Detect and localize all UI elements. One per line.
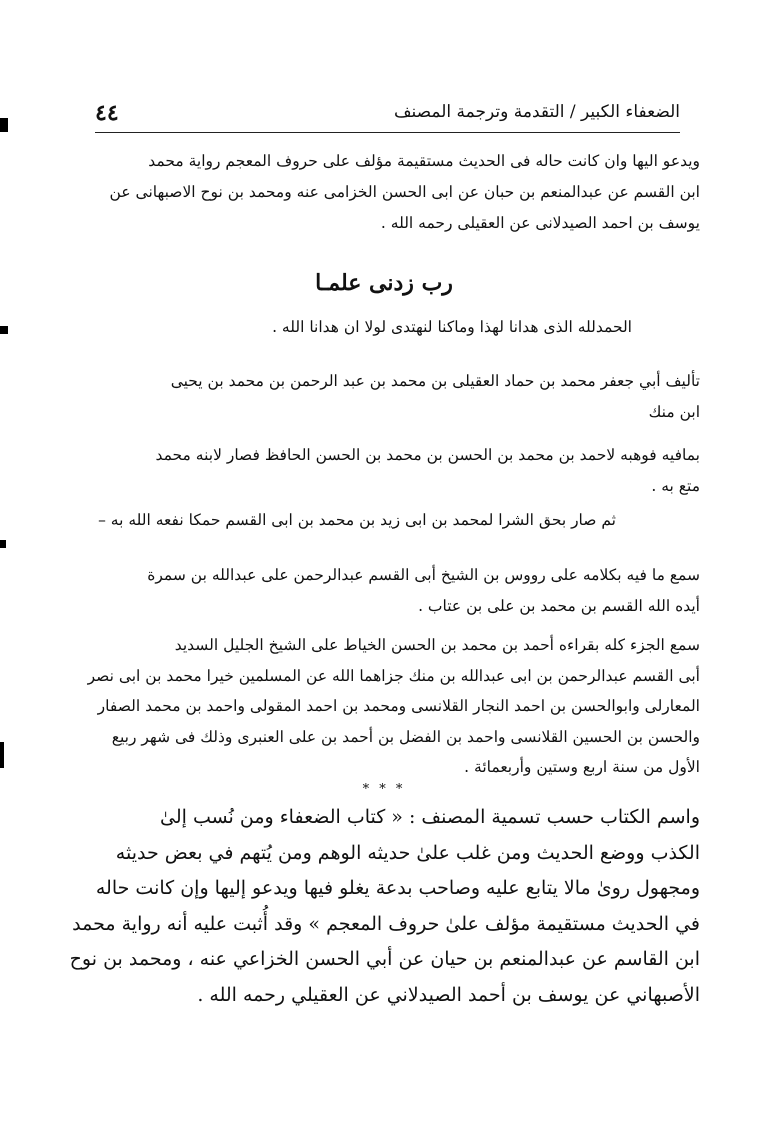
text-line: الأصبهاني عن يوسف بن أحمد الصيدلاني عن العقيلي رحمه الله . [197,983,700,1006]
running-header [95,100,680,133]
text-line: يوسف بن احمد الصيدلانى عن العقيلى رحمه الله . [380,214,700,232]
intro-paragraph [110,146,700,239]
text-line: واسم الكتاب حسب تسمية المصنف : « كتاب الضعفاء ومن نُسب إلىٰ [160,806,700,828]
text-line: متع به . [651,477,700,495]
hamd-line [272,318,632,336]
text-line: ثم صار بحق الشرا لمحمد بن ابى زيد بن محمد بن ابى القسم حمكا نفعه الله به – [98,511,616,529]
text-line: بمافيه فوهبه لاحمد بن محمد بن الحسن بن محمد بن الحسن الحافظ فصار لابنه محمد [155,446,700,464]
scan-edge-mark [0,326,8,334]
text-line: ابن القسم عن عبدالمنعم بن حبان عن ابى الحسن الخزامى عنه ومحمد بن نوح الاصبهانى عن [109,183,700,201]
text-line: الأول من سنة اربع وستين وأربعمائة . [464,758,700,776]
text-line: سمع ما فيه بكلامه على رووس بن الشيخ أبى القسم عبدالرحمن على عبدالله بن سمرة [147,566,700,584]
separator-stars: * * * [362,782,406,797]
text-line: الحمدلله الذى هدانا لهذا وماكنا لنهتدى لولا ان هدانا الله . [272,318,632,336]
text-line: سمع الجزء كله بقراءه أحمد بن محمد بن الحسن الخياط على الشيخ الجليل السديد [174,636,700,654]
scan-edge-mark [0,742,4,768]
samia-paragraph-2 [88,630,700,783]
page-number: ٤٤ [95,100,119,126]
talif-paragraph [171,366,700,428]
scan-edge-mark [0,540,6,548]
samia-paragraph-1 [147,560,700,622]
text-line: ابن منك [648,403,700,421]
text-line: في الحديث مستقيمة مؤلف علىٰ حروف المعجم » وقد أُثبت عليه أنه رواية محمد [72,912,700,935]
text-line: أيده الله القسم بن محمد بن على بن عتاب . [418,597,700,615]
final-paragraph [70,800,700,1013]
thumma-paragraph [98,511,616,529]
text-line: ومجهول روىٰ مالا يتابع عليه وصاحب بدعة يغلو فيها ويدعو إليها وإن كانت حاله [95,877,700,899]
text-line: المعارلى وابوالحسن بن احمد النجار القلانسى ومحمد بن احمد المقولى واحمد بن محمد الصفار [97,697,700,715]
text-line: الكذب ووضع الحديث ومن غلب علىٰ حديثه الوهم ومن يُتهم في بعض حديثه [115,841,700,864]
bimafih-paragraph [155,440,700,502]
text-line: أبى القسم عبدالرحمن بن ابى عبدالله بن منك جزاهما الله عن المسلمين خيرا محمد بن ابى نصر [87,666,700,685]
text-line: ابن القاسم عن عبدالمنعم بن حيان عن أبي الحسن الخزاعي عنه ، ومحمد بن نوح [69,948,700,970]
text-line: ويدعو اليها وان كانت حاله فى الحديث مستقيمة مؤلف على حروف المعجم رواية محمد [148,152,700,170]
scan-edge-mark [0,118,8,132]
text-line: والحسن بن الحسين القلانسى واحمد بن الفضل بن أحمد بن على العنبرى وذلك فى شهر ربيع [111,727,700,746]
text-line: تأليف أبي جعفر محمد بن حماد العقيلى بن محمد بن عبد الرحمن بن محمد بن يحيى [170,372,700,390]
section-heading: رب زدنى علمـا [315,270,453,296]
header-title: الضعفاء الكبير / التقدمة وترجمة المصنف [393,102,680,122]
